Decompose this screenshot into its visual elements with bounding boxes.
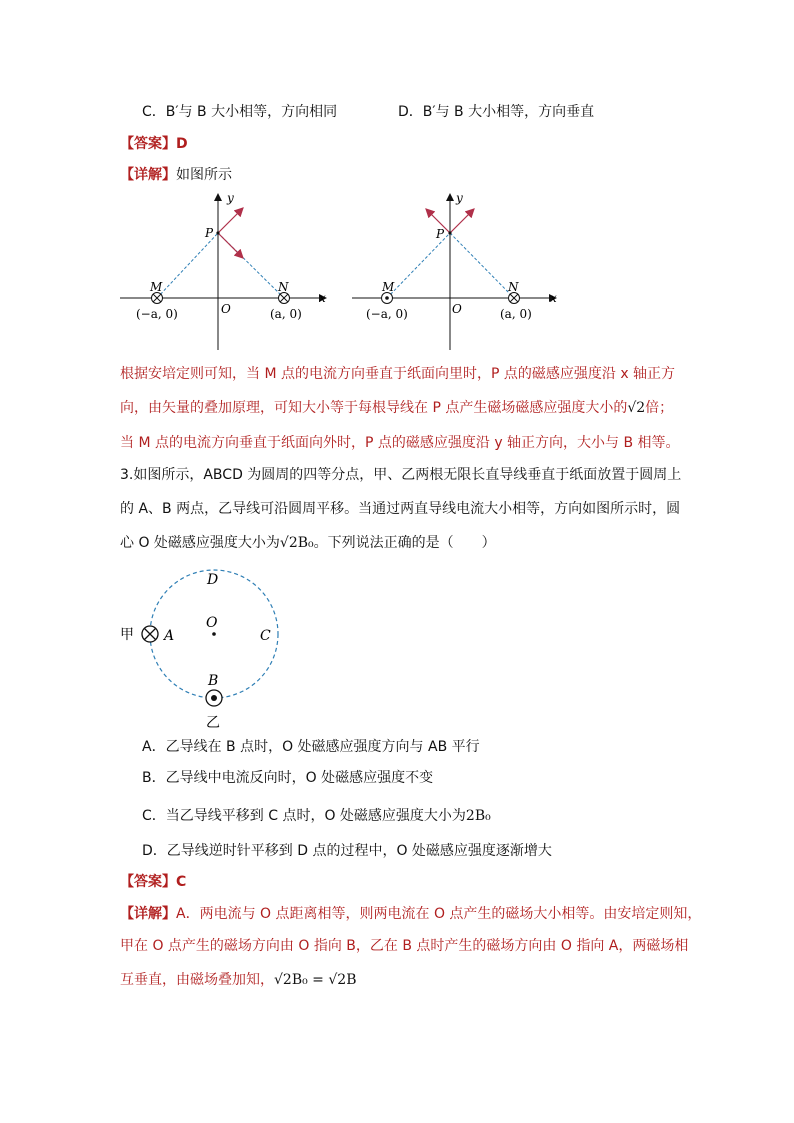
label-c: C (260, 628, 271, 644)
detail-tag: 【详解】 (120, 167, 176, 183)
option-c-text: C．当乙导线平移到 C 点时，O 处磁感应强度大小为 (142, 808, 466, 824)
label-coord-m: (−a, 0) (366, 307, 408, 321)
dashed-pn (450, 233, 514, 298)
q2-answer (120, 134, 188, 154)
detail-intro: 如图所示 (176, 167, 232, 183)
dashed-mp (387, 233, 450, 298)
current-into-icon-n (509, 293, 520, 304)
label-x: x (550, 291, 557, 305)
circle-figure (118, 565, 298, 735)
label-yi: 乙 (206, 715, 220, 731)
q3-stem-line-1: 3.如图所示，ABCD 为圆周的四等分点，甲、乙两根无限长直导线垂直于纸面放置于圆周上 (120, 467, 682, 483)
option-d-letter: D． (398, 104, 423, 120)
point-p-dot (448, 231, 451, 234)
current-into-icon-m (152, 293, 163, 304)
label-d: D (207, 572, 219, 588)
answer-value: D (176, 136, 188, 152)
explain-2-text: 向，由矢量的叠加原理，可知大小等于每根导线在 P 点产生磁场磁感应强度大小的 (120, 400, 628, 416)
q3-option-a: A．乙导线在 B 点时，O 处磁感应强度方向与 AB 平行 (142, 739, 480, 755)
label-n: N (508, 280, 519, 294)
q2-explain-line-3: 当 M 点的电流方向垂直于纸面向外时，P 点的磁感应强度沿 y 轴正方向，大小与 B 相等。 (120, 435, 680, 451)
q2-detail-intro (120, 165, 232, 185)
detail-3-text: 互垂直，由磁场叠加知， (120, 972, 274, 988)
q3-stem-line-2: 的 A、B 两点，乙导线可沿圆周平移。当通过两直导线电流大小相等，方向如图所示时，圆 (120, 501, 681, 517)
field-arrow-up-right (218, 208, 243, 233)
label-o: O (206, 615, 218, 631)
detail-tag: 【详解】 (120, 906, 176, 922)
option-c-formula: 2B₀ (465, 808, 491, 824)
q3-detail-line-1 (120, 904, 701, 924)
detail-1-text: A．两电流与 O 点距离相等，则两电流在 O 点产生的磁场大小相等。由安培定则知， (176, 906, 702, 922)
q3-option-c (142, 806, 491, 826)
q2-explain-line-2 (120, 398, 673, 418)
option-d (398, 102, 594, 122)
label-coord-n: (a, 0) (270, 307, 302, 321)
figure-left-diagram (118, 188, 338, 353)
label-coord-m: (−a, 0) (136, 307, 178, 321)
field-arrow-down-right (218, 233, 243, 258)
q3-answer (120, 872, 186, 892)
stem-3-formula: √2B₀ (279, 535, 314, 551)
label-o: O (221, 302, 231, 316)
label-p: P (436, 227, 445, 241)
point-p-dot (216, 231, 219, 234)
current-into-icon-a (142, 626, 158, 642)
answer-value: C (176, 874, 187, 890)
label-o: O (452, 302, 462, 316)
label-p: P (205, 226, 214, 240)
label-m: M (382, 280, 395, 294)
center-dot (212, 632, 216, 636)
stem-3-text: 心 O 处磁感应强度大小为 (120, 535, 280, 551)
option-c-letter: C． (142, 104, 166, 120)
label-coord-n: (a, 0) (500, 307, 532, 321)
q3-detail-line-2: 甲在 O 点产生的磁场方向由 O 指向 B，乙在 B 点时产生的磁场方向由 O 指向 A，两磁场相 (120, 938, 689, 954)
answer-tag: 【答案】 (120, 874, 176, 890)
field-arrow-up-right (450, 209, 474, 233)
label-jia: 甲 (120, 627, 134, 643)
option-c-text: B′与 B 大小相等，方向相同 (165, 104, 338, 120)
explain-2-tail: 倍； (645, 400, 674, 416)
dashed-mp (157, 233, 218, 298)
detail-3-formula: √2B₀ = √2B (274, 972, 357, 988)
label-m: M (150, 280, 163, 294)
q3-detail-line-3 (120, 970, 356, 990)
label-y: y (456, 191, 463, 205)
answer-tag: 【答案】 (120, 136, 176, 152)
q2-explain-line-1: 根据安培定则可知，当 M 点的电流方向垂直于纸面向里时，P 点的磁感应强度沿 x 轴正方 (120, 366, 676, 382)
label-y: y (227, 191, 234, 205)
current-into-icon-n (279, 293, 290, 304)
explain-2-root: √2 (627, 400, 646, 416)
q3-option-d: D．乙导线逆时针平移到 D 点的过程中，O 处磁感应强度逐渐增大 (142, 843, 552, 859)
q3-option-b: B．乙导线中电流反向时，O 处磁感应强度不变 (142, 770, 434, 786)
current-out-icon-b (206, 690, 222, 706)
label-a: A (164, 628, 175, 644)
label-n: N (278, 280, 289, 294)
label-b: B (208, 673, 219, 689)
label-x: x (319, 291, 326, 305)
figure-right-diagram (350, 188, 565, 353)
stem-3-tail: 。下列说法正确的是（ ） (313, 535, 496, 551)
current-out-icon-m (382, 293, 393, 304)
option-d-text: B′与 B 大小相等，方向垂直 (422, 104, 595, 120)
q3-stem-line-3 (120, 533, 496, 553)
option-c (142, 102, 337, 122)
